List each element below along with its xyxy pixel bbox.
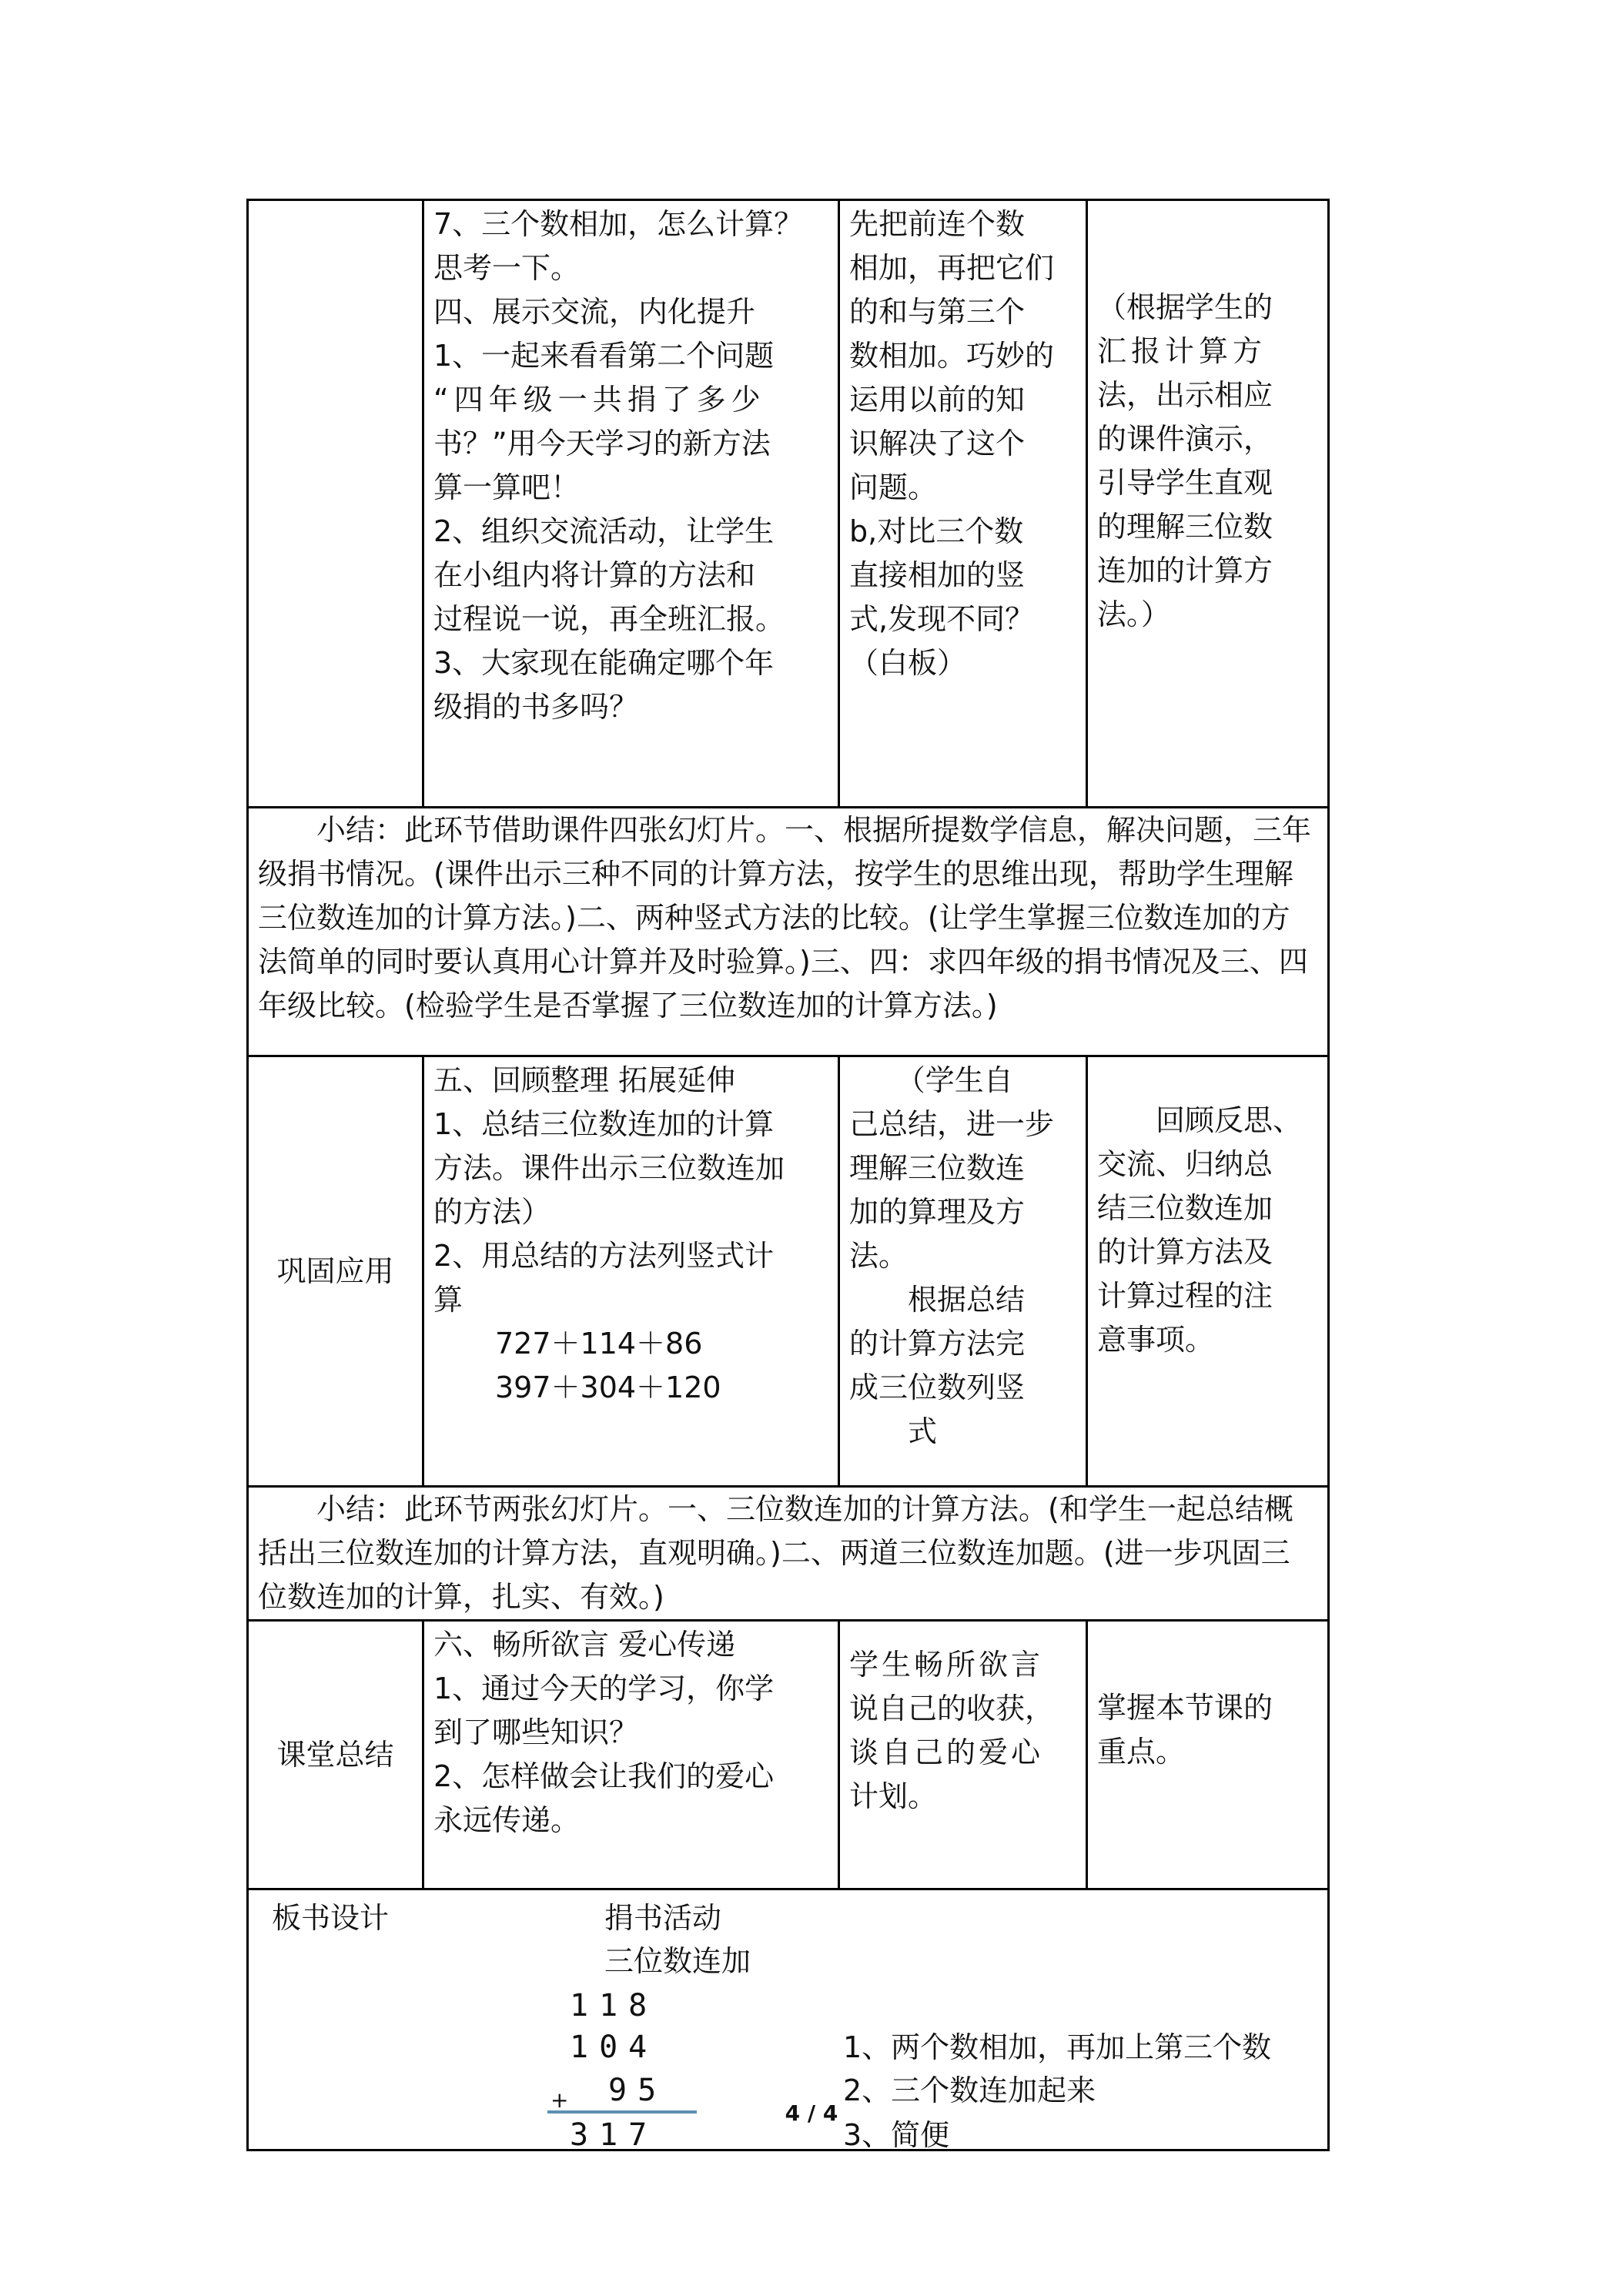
summary-text: 小结：此环节两张幻灯片。一、三位数连加的计算方法。(和学生一起总结概括出三位数连加的计算方法，直观明确。)二、两道三位数连加题。(进一步巩固三位数连加的计算，扎实、有效。)	[258, 1492, 1293, 1614]
text-line: 学生畅所欲言	[849, 1648, 1044, 1682]
page-number: 4 / 4	[785, 2100, 838, 2126]
text-line: 7、三个数相加，怎么计算？	[433, 207, 804, 241]
design-intent-cell	[1087, 200, 1329, 808]
text-line: 谈自己的爱心	[849, 1735, 1044, 1769]
text-line: 根据总结	[908, 1283, 1026, 1317]
student-activity-cell	[839, 200, 1087, 808]
text-line: 的课件演示，	[1097, 422, 1273, 456]
text-line: 思考一下。	[433, 251, 581, 285]
text-line: 法。	[849, 1239, 909, 1273]
student-activity-cell	[839, 1056, 1087, 1487]
board-step: 1、两个数相加，再加上第三个数	[843, 2030, 1272, 2064]
summary-cell	[248, 808, 1329, 1056]
design-intent-cell	[1087, 1056, 1329, 1487]
text-line: 算	[433, 1283, 463, 1317]
text-line: 的和与第三个	[849, 295, 1026, 329]
text-line: 方法。课件出示三位数连加	[433, 1151, 785, 1185]
text-line: 法，出示相应	[1097, 378, 1273, 412]
text-line: 交流、归纳总	[1097, 1147, 1273, 1181]
text-line: 识解决了这个	[849, 427, 1026, 460]
text-line: 2、组织交流活动，让学生	[433, 514, 775, 548]
text-line: 说自己的收获，	[849, 1692, 1055, 1725]
teacher-activity-cell	[423, 1621, 839, 1889]
text-line: 3、大家现在能确定哪个年	[433, 646, 775, 680]
text-line: 运用以前的知	[849, 383, 1026, 417]
text-line: 直接相加的竖	[849, 558, 1026, 592]
text-line: 到了哪些知识？	[433, 1715, 639, 1749]
text-line: 连加的计算方	[1097, 554, 1273, 587]
text-line: （根据学生的	[1097, 290, 1273, 324]
text-line: 的方法）	[433, 1195, 551, 1229]
text-line: 己总结，进一步	[849, 1107, 1055, 1141]
board-subtitle: 三位数连加	[604, 1944, 751, 1978]
text-line: 汇报计算方	[1097, 334, 1267, 368]
text-line: （学生自	[895, 1063, 1013, 1097]
sum-value: 317	[570, 2117, 658, 2153]
text-line: 引导学生直观	[1097, 466, 1273, 500]
text-line: 过程说一说，再全班汇报。	[433, 602, 785, 636]
text-line: 式	[908, 1414, 938, 1448]
text-line: 在小组内将计算的方法和	[433, 558, 756, 592]
text-line: 相加，再把它们	[849, 251, 1055, 285]
addend-1: 118	[570, 1988, 658, 2023]
table-row	[248, 1056, 1329, 1487]
summary-text: 小结：此环节借助课件四张幻灯片。一、根据所提数学信息，解决问题，三年级捐书情况。(课件出示三种不同的计算方法，按学生的思维出现，帮助学生理解三位数连加的计算方法。)二、两种竖式方法的比较。(让学生掌握三位数连加的方法简单的同时要认真用心计算并及时验算。)三、四：求四年级的捐书情况及三、四年级比较。(检验学生是否掌握了三位数连加的计算方法。)	[258, 813, 1312, 1022]
text-line: 书？”用今天学习的新方法	[433, 427, 771, 460]
text-line: 四、展示交流，内化提升	[433, 295, 756, 329]
text-line: 数相加。巧妙的	[849, 339, 1055, 373]
text-line: 六、畅所欲言 爱心传递	[433, 1628, 736, 1662]
text-line: 掌握本节课的	[1097, 1691, 1273, 1725]
teacher-activity-cell	[423, 200, 839, 808]
text-line: 式,发现不同？	[849, 602, 1035, 636]
text-line: 计划。	[849, 1779, 938, 1813]
lesson-plan-table	[246, 199, 1330, 2151]
board-title: 捐书活动	[604, 1901, 722, 1935]
formula-line: 727＋114＋86	[495, 1327, 703, 1361]
text-line: 算一算吧！	[433, 470, 581, 504]
text-line: 1、一起来看看第二个问题	[433, 339, 775, 373]
text-line: 级捐的书多吗？	[433, 690, 639, 724]
addend-2: 104	[570, 2030, 658, 2065]
student-activity-cell	[839, 1621, 1087, 1889]
text-line: 2、怎样做会让我们的爱心	[433, 1759, 775, 1793]
text-line: 的理解三位数	[1097, 510, 1273, 544]
text-line: 的计算方法完	[849, 1327, 1026, 1361]
text-line: 1、总结三位数连加的计算	[433, 1107, 775, 1141]
text-line: 回顾反思、	[1156, 1103, 1303, 1137]
text-line: 重点。	[1097, 1735, 1186, 1769]
text-line: 2、用总结的方法列竖式计	[433, 1239, 775, 1273]
text-line: 结三位数连加	[1097, 1191, 1273, 1225]
text-line: 问题。	[849, 470, 938, 504]
text-line: 理解三位数连	[849, 1151, 1026, 1185]
text-line: 成三位数列竖	[849, 1371, 1026, 1404]
text-line: 1、通过今天的学习，你学	[433, 1672, 775, 1705]
table-row	[248, 1487, 1329, 1621]
table-row	[248, 808, 1329, 1056]
text-line: 法。）	[1097, 597, 1171, 631]
text-line: “四年级一共捐了多少	[433, 383, 766, 417]
text-line: 的计算方法及	[1097, 1235, 1273, 1269]
board-step: 3、简便	[843, 2118, 950, 2152]
text-line: （白板）	[849, 646, 967, 680]
board-step: 2、三个数连加起来	[843, 2073, 1096, 2107]
summary-cell	[248, 1487, 1329, 1621]
text-line: 永远传递。	[433, 1803, 581, 1837]
design-intent-cell	[1087, 1621, 1329, 1889]
text-line: 五、回顾整理 拓展延伸	[433, 1063, 736, 1097]
text-line: 先把前连个数	[849, 207, 1026, 241]
board-label: 板书设计	[272, 1901, 390, 1935]
stage-cell: 课堂总结	[248, 1621, 423, 1889]
teacher-activity-cell	[423, 1056, 839, 1487]
text-line: 计算过程的注	[1097, 1279, 1273, 1313]
plus-sign: +	[550, 2087, 569, 2113]
formula-line: 397＋304＋120	[495, 1371, 721, 1404]
text-line: 加的算理及方	[849, 1195, 1026, 1229]
text-line: b,对比三个数	[849, 514, 1024, 548]
text-line: 意事项。	[1097, 1323, 1215, 1357]
table-row	[248, 200, 1329, 808]
stage-cell	[248, 200, 423, 808]
stage-cell: 巩固应用	[248, 1056, 423, 1487]
addend-3: 95	[608, 2073, 668, 2108]
table-row	[248, 1621, 1329, 1889]
